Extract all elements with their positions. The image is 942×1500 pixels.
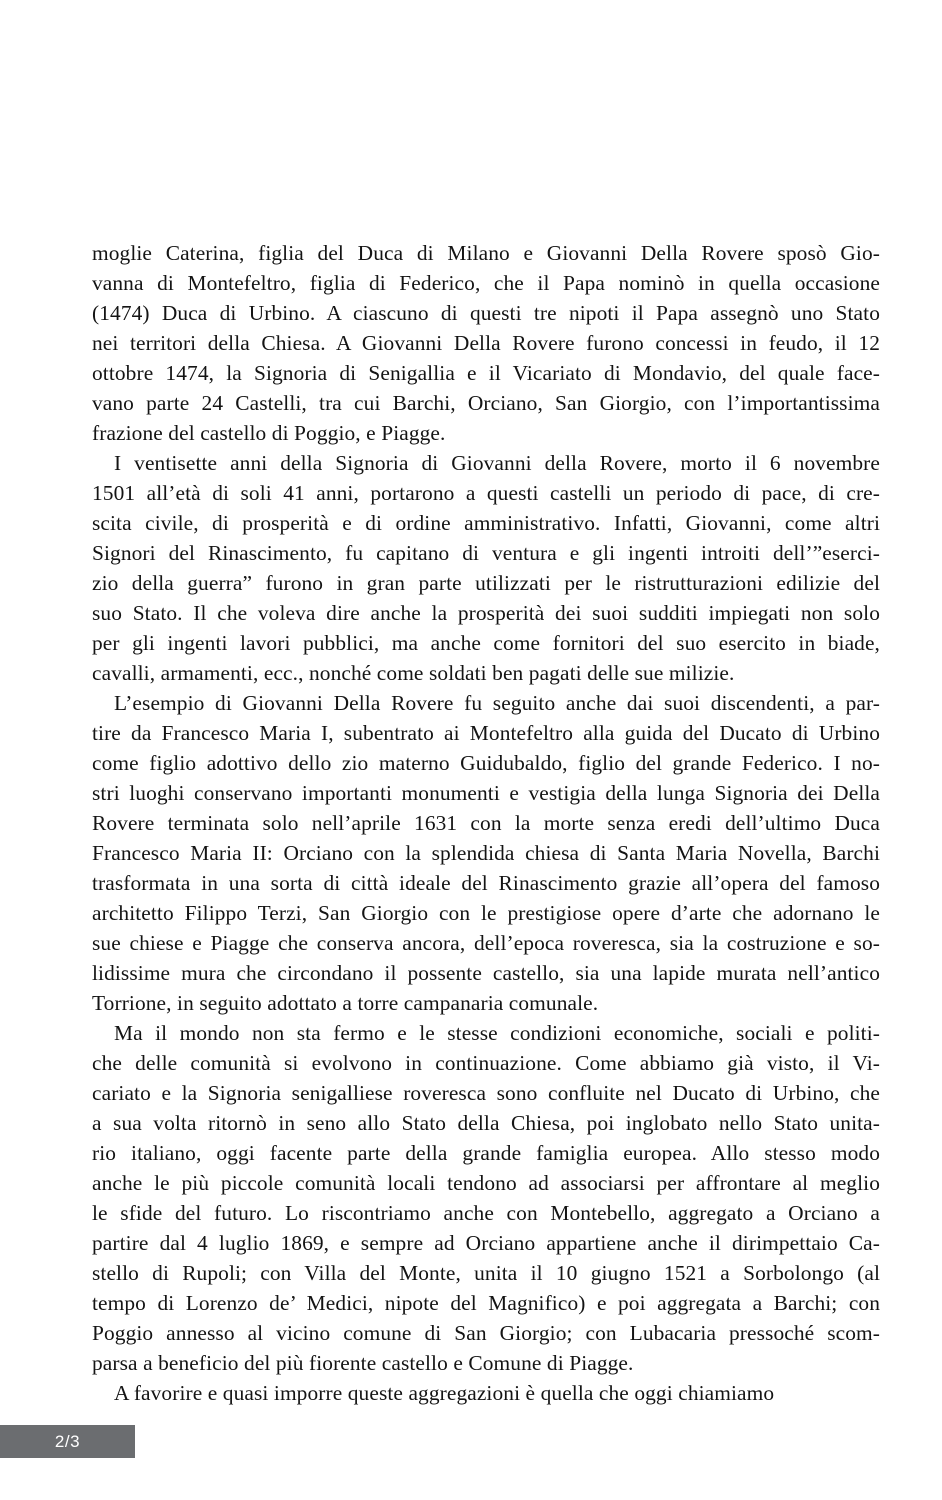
- text-line: nei territori della Chiesa. A Giovanni Della Rovere furono concessi in feudo, il 12: [92, 331, 880, 355]
- text-line: 1501 all’età di soli 41 anni, portarono a questi castelli un periodo di pace, di cre-: [92, 481, 880, 505]
- text-line: come figlio adottivo dello zio materno Guidubaldo, figlio del grande Federico. I no-: [92, 751, 880, 775]
- body-text-block: [92, 238, 880, 1408]
- text-line: parsa a beneficio del più fiorente castello e Comune di Piagge.: [92, 1351, 634, 1375]
- text-line: tempo di Lorenzo de’ Medici, nipote del Magnifico) e poi aggregata a Barchi; con: [92, 1291, 880, 1315]
- text-line: stello di Rupoli; con Villa del Monte, unita il 10 giugno 1521 a Sorbolongo (al: [92, 1261, 880, 1285]
- page-number-badge: [0, 1425, 135, 1458]
- text-line: (1474) Duca di Urbino. A ciascuno di questi tre nipoti il Papa assegnò uno Stato: [92, 301, 880, 325]
- text-line: trasformata in una sorta di città ideale del Rinascimento grazie all’opera del famoso: [92, 871, 880, 895]
- text-line: Ma il mondo non sta fermo e le stesse condizioni economiche, sociali e politi-: [114, 1021, 880, 1045]
- text-line: cariato e la Signoria senigalliese roveresca sono confluite nel Ducato di Urbino, che: [92, 1081, 880, 1105]
- paragraph: [92, 448, 880, 688]
- text-line: rio italiano, oggi facente parte della grande famiglia europea. Allo stesso modo: [92, 1141, 880, 1165]
- text-line: vanna di Montefeltro, figlia di Federico, che il Papa nominò in quella occasione: [92, 271, 880, 295]
- text-line: moglie Caterina, figlia del Duca di Milano e Giovanni Della Rovere sposò Gio-: [92, 241, 880, 265]
- paragraph: [92, 688, 880, 1018]
- text-line: sue chiese e Piagge che conserva ancora, dell’epoca roveresca, sia la costruzione e so-: [92, 931, 880, 955]
- text-line: Poggio annesso al vicino comune di San Giorgio; con Lubacaria pressoché scom-: [92, 1321, 880, 1345]
- text-line: zio della guerra” furono in gran parte utilizzati per le ristrutturazioni edilizie del: [92, 571, 880, 595]
- paragraph: [92, 1018, 880, 1378]
- text-line: ottobre 1474, la Signoria di Senigallia e il Vicariato di Mondavio, del quale face-: [92, 361, 880, 385]
- text-line: A favorire e quasi imporre queste aggregazioni è quella che oggi chiamiamo: [114, 1381, 775, 1405]
- text-line: frazione del castello di Poggio, e Piagge.: [92, 421, 446, 445]
- text-line: che delle comunità si evolvono in continuazione. Come abbiamo già visto, il Vi-: [92, 1051, 880, 1075]
- text-line: Torrione, in seguito adottato a torre campanaria comunale.: [92, 991, 599, 1015]
- text-line: scita civile, di prosperità e di ordine amministrativo. Infatti, Giovanni, come altri: [92, 511, 880, 535]
- text-line: Signori del Rinascimento, fu capitano di ventura e gli ingenti introiti dell’”eserci-: [92, 541, 880, 565]
- text-line: Francesco Maria II: Orciano con la splendida chiesa di Santa Maria Novella, Barchi: [92, 841, 880, 865]
- text-line: lidissime mura che circondano il possente castello, sia una lapide murata nell’antico: [92, 961, 880, 985]
- text-line: le sfide del futuro. Lo riscontriamo anche con Montebello, aggregato a Orciano a: [92, 1201, 880, 1225]
- text-line: partire dal 4 luglio 1869, e sempre ad Orciano appartiene anche il dirimpettaio Ca-: [92, 1231, 880, 1255]
- text-line: vano parte 24 Castelli, tra cui Barchi, Orciano, San Giorgio, con l’importantissima: [92, 391, 880, 415]
- text-line: per gli ingenti lavori pubblici, ma anche come fornitori del suo esercito in biade,: [92, 631, 880, 655]
- paragraph: [92, 238, 880, 448]
- text-line: anche le più piccole comunità locali tendono ad associarsi per affrontare al meglio: [92, 1171, 880, 1195]
- text-line: Rovere terminata solo nell’aprile 1631 con la morte senza eredi dell’ultimo Duca: [92, 811, 880, 835]
- paragraph: [92, 1378, 880, 1408]
- text-line: suo Stato. Il che voleva dire anche la prosperità dei suoi sudditi impiegati non solo: [92, 601, 880, 625]
- text-line: L’esempio di Giovanni Della Rovere fu seguito anche dai suoi discendenti, a par-: [114, 691, 880, 715]
- text-line: architetto Filippo Terzi, San Giorgio con le prestigiose opere d’arte che adornano le: [92, 901, 880, 925]
- page-number-label: 2/3: [54, 1432, 81, 1451]
- text-line: stri luoghi conservano importanti monumenti e vestigia della lunga Signoria dei Della: [92, 781, 880, 805]
- text-line: a sua volta ritornò in seno allo Stato della Chiesa, poi inglobato nello Stato unita-: [92, 1111, 880, 1135]
- text-line: tire da Francesco Maria I, subentrato ai Montefeltro alla guida del Ducato di Urbino: [92, 721, 880, 745]
- text-line: I ventisette anni della Signoria di Giovanni della Rovere, morto il 6 novembre: [114, 451, 880, 475]
- text-line: cavalli, armamenti, ecc., nonché come soldati ben pagati delle sue milizie.: [92, 661, 735, 685]
